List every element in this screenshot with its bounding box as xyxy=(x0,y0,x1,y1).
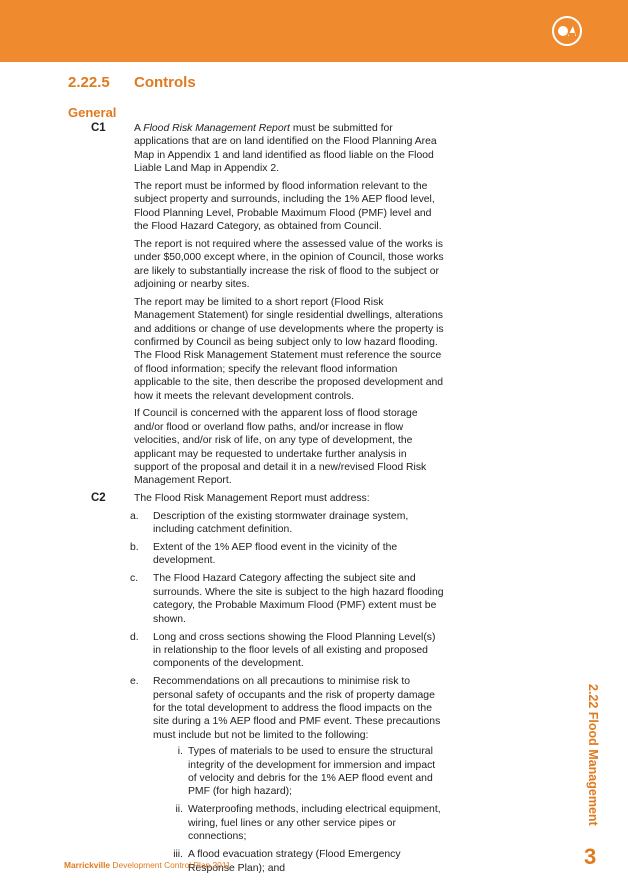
report-name-italic: Flood Risk Management Report xyxy=(143,123,290,134)
control-c2 xyxy=(0,492,628,875)
list-item xyxy=(130,631,444,671)
requirements-list xyxy=(130,510,444,875)
footer xyxy=(64,860,231,870)
sublist-item-text: Waterproofing methods, including electrical equipment, wiring, fuel lines or any other service pipes or connections; xyxy=(188,804,441,843)
list-item-text: Recommendations on all precautions to minimise risk to personal safety of occupants and the risk of property damage for the total development to address the flood impacts on the site during a 1% AEP flood and PMF event. These precautions must include but not be limited to the following: xyxy=(153,676,441,741)
list-marker: d. xyxy=(130,631,139,643)
list-item xyxy=(130,675,444,875)
page-number: 3 xyxy=(584,844,597,869)
sublist-marker: iii. xyxy=(173,849,183,861)
sublist-item-text: A flood evacuation strategy (Flood Emergency Response Plan); and xyxy=(188,849,401,874)
list-item xyxy=(130,572,444,626)
list-item xyxy=(130,541,444,568)
footer-plan-name: Development Control Plan 2011 xyxy=(110,860,231,870)
section-title-text: Controls xyxy=(134,74,196,91)
sublist-item xyxy=(177,745,444,799)
paragraph: The Flood Risk Management Report must address: xyxy=(134,493,370,505)
control-body xyxy=(130,492,444,875)
council-logo-icon xyxy=(552,16,582,46)
controls-content xyxy=(0,122,628,879)
paragraph: The report may be limited to a short report (Flood Risk Management Statement) for single residential dwellings, alterations and additions or change of use developments where the property is confirmed by Council as being subject only to low hazard flooding. The Flood Risk Management Statement must reference the source of flood information; specify the relevant flood information applicable to the site, then describe the proposed development and how it meets the relevant development controls. xyxy=(134,296,444,402)
sublist-item xyxy=(175,803,444,843)
list-item xyxy=(130,510,444,537)
header-band xyxy=(0,0,628,62)
list-marker: e. xyxy=(130,676,139,688)
list-marker: a. xyxy=(130,510,139,522)
footer-council-name: Marrickville xyxy=(64,860,111,870)
control-label: C2 xyxy=(91,492,106,505)
text-run: A xyxy=(134,123,144,134)
sublist-marker: ii. xyxy=(175,804,183,816)
precautions-sublist xyxy=(173,745,444,875)
paragraph: If Council is concerned with the apparent loss of flood storage and/or flood or overland flow paths, and/or increase in flow velocities, and/or risk of life, on any type of development, the applicant may be requested to undertake further analysis in support of the proposal and detail it in a new/revised Flood Risk Management Report. xyxy=(134,408,427,487)
section-title xyxy=(68,74,196,91)
control-body xyxy=(134,122,444,488)
list-marker: c. xyxy=(130,573,139,585)
text-run: must be submitted for applications that are on land identified on the Flood Planning Area Map in Appendix 1 and land identified as flood liable on the Flood Liable Land Map in Appendix 2. xyxy=(134,123,437,175)
section-number: 2.22.5 xyxy=(68,74,110,91)
list-marker: b. xyxy=(130,542,139,554)
paragraph: The report must be informed by flood information relevant to the subject property and surrounds, including the 1% AEP flood level, Flood Planning Level, Probable Maximum Flood (PMF) level and the Flood Hazard Category, as obtained from Council. xyxy=(134,180,435,233)
control-c1 xyxy=(0,122,628,488)
sublist-marker: i. xyxy=(177,746,183,758)
sub-heading: General xyxy=(68,105,117,120)
side-tab xyxy=(586,684,602,834)
list-item-text: Description of the existing stormwater drainage system, including catchment definition. xyxy=(153,510,409,536)
list-item-text: Long and cross sections showing the Flood Planning Level(s) in relationship to the floor levels of all existing and proposed components of the development. xyxy=(153,631,436,670)
control-label: C1 xyxy=(91,122,106,134)
paragraph: The report is not required where the assessed value of the works is under $50,000 except where, in the opinion of Council, those works are likely to substantially increase the risk of flood to the subject or adjoining or nearby sites. xyxy=(134,238,444,291)
paragraph xyxy=(134,122,444,176)
list-item-text: Extent of the 1% AEP flood event in the vicinity of the development. xyxy=(153,542,398,567)
sublist-item-text: Types of materials to be used to ensure the structural integrity of the development for immersion and impact of velocity and debris for the 1% AEP flood event and PMF (for high hazard); xyxy=(188,746,436,798)
list-item-text: The Flood Hazard Category affecting the subject site and surrounds. Where the site is subject to the high hazard flooding category, the Probable Maximum Flood (PMF) extent must be shown. xyxy=(153,573,444,625)
side-tab-label: 2.22 Flood Management xyxy=(586,684,600,826)
